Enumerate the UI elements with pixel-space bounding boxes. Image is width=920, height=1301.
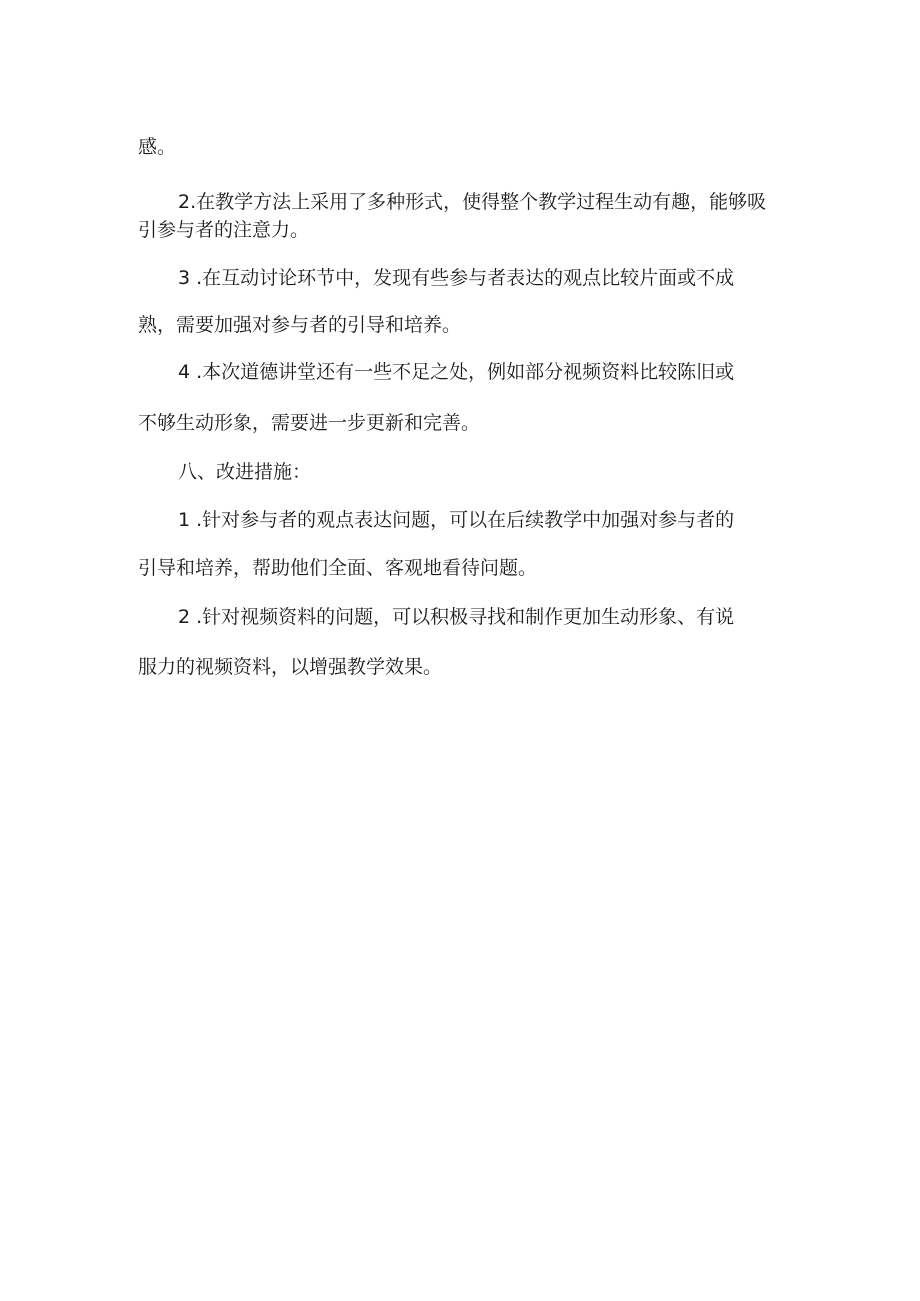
measure-2-line-2: 服力的视频资料，以增强教学效果。 xyxy=(138,656,443,678)
measure-1-line-1: 1 .针对参与者的观点表达问题，可以在后续教学中加强对参与者的 xyxy=(178,509,735,531)
section-heading: 八、改进措施： xyxy=(178,461,312,483)
item-4-line-2: 不够生动形象，需要进一步更新和完善。 xyxy=(138,412,481,434)
item-3-line-1: 3 .在互动讨论环节中，发现有些参与者表达的观点比较片面或不成 xyxy=(178,267,735,289)
measure-2-line-1: 2 .针对视频资料的问题，可以积极寻找和制作更加生动形象、有说 xyxy=(178,606,735,628)
item-2-line-1: 2.在教学方法上采用了多种形式，使得整个教学过程生动有趣，能够吸 xyxy=(178,191,767,213)
measure-1-line-2: 引导和培养，帮助他们全面、客观地看待问题。 xyxy=(138,557,538,579)
text-line-continuation: 感。 xyxy=(138,136,177,158)
item-2-line-2: 引参与者的注意力。 xyxy=(138,219,310,241)
item-4-line-1: 4 .本次道德讲堂还有一些不足之处，例如部分视频资料比较陈旧或 xyxy=(178,361,735,383)
item-3-line-2: 熟，需要加强对参与者的引导和培养。 xyxy=(138,314,462,336)
